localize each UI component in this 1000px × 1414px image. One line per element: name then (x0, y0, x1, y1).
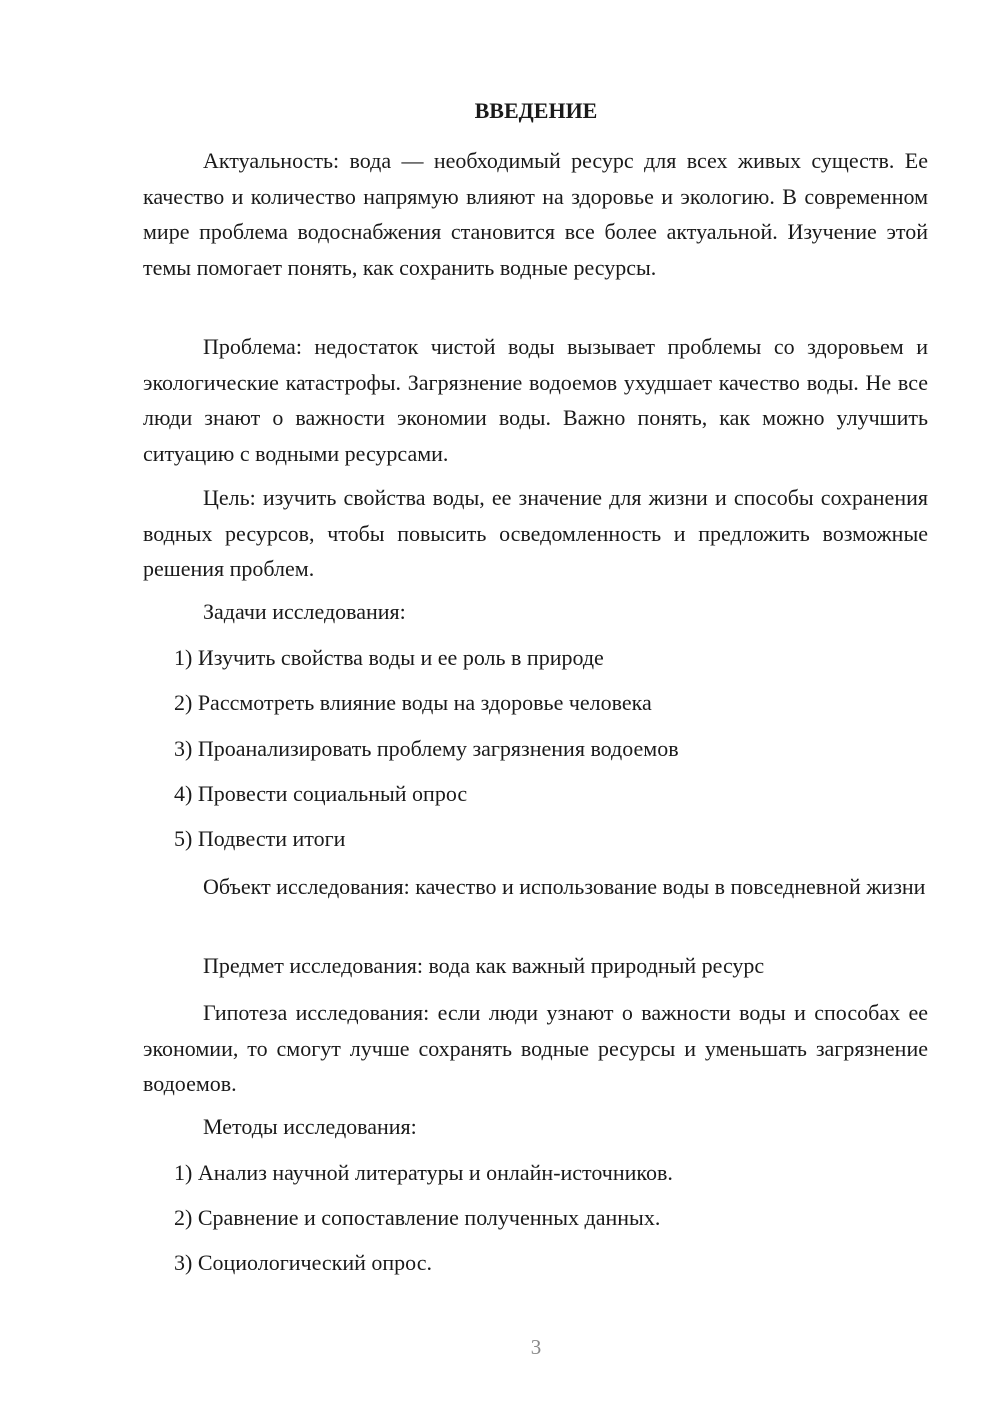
page-number: 3 (530, 1335, 542, 1359)
subject-paragraph: Предмет исследования: вода как важный природный ресурс (203, 953, 765, 978)
list-item: 3) Проанализировать проблему загрязнения водоемов (174, 736, 679, 761)
hypothesis-paragraph: Гипотеза исследования: если люди узнают о важности воды и способах ее экономии, то смогут лучше сохранять водные ресурсы и уменьшать загрязнение водоемов. (143, 1000, 928, 1096)
tasks-heading: Задачи исследования: (203, 599, 406, 624)
list-item: 2) Сравнение и сопоставление полученных данных. (174, 1205, 661, 1230)
methods-heading: Методы исследования: (203, 1114, 417, 1139)
list-item: 1) Изучить свойства воды и ее роль в природе (174, 645, 604, 670)
list-item: 4) Провести социальный опрос (174, 781, 468, 806)
object-paragraph: Объект исследования: качество и использование воды в повседневной жизни (203, 874, 926, 899)
list-item: 2) Рассмотреть влияние воды на здоровье человека (174, 690, 652, 715)
list-item: 5) Подвести итоги (174, 826, 346, 851)
list-item: 1) Анализ научной литературы и онлайн-источников. (174, 1160, 673, 1185)
problem-paragraph: Проблема: недостаток чистой воды вызывает проблемы со здоровьем и экологические катастрофы. Загрязнение водоемов ухудшает качество воды. Не все люди знают о важности экономии воды. Важно понять, как можно улучшить ситуацию с водными ресурсами. (143, 334, 928, 466)
list-item: 3) Социологический опрос. (174, 1250, 432, 1275)
relevance-paragraph: Актуальность: вода — необходимый ресурс для всех живых существ. Ее качество и количество напрямую влияют на здоровье и экологию. В современном мире проблема водоснабжения становится все более актуальной. Изучение этой темы помогает понять, как сохранить водные ресурсы. (143, 148, 928, 280)
page-title: ВВЕДЕНИЕ (474, 98, 598, 123)
goal-paragraph: Цель: изучить свойства воды, ее значение для жизни и способы сохранения водных ресурсов, чтобы повысить осведомленность и предложить возможные решения проблем. (143, 485, 928, 581)
